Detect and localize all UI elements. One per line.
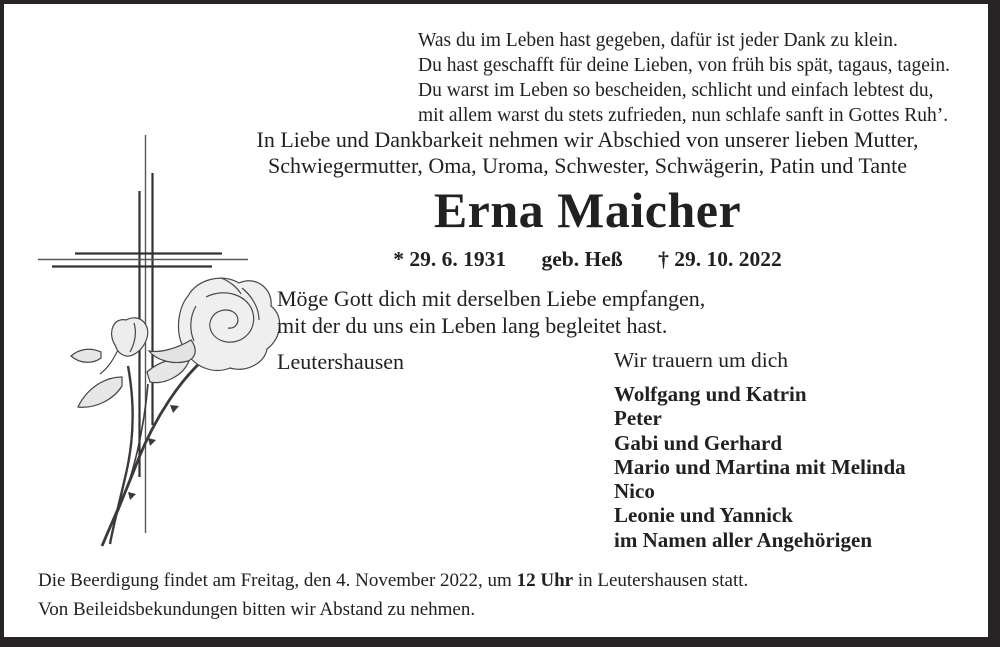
funeral-line1: [38, 567, 748, 596]
poem: [418, 28, 950, 128]
funeral-line2: Von Beileidsbekundungen bitten wir Abstand zu nehmen.: [38, 598, 476, 620]
mourners-block: [614, 348, 906, 552]
poem-line: Was du im Leben hast gegeben, dafür ist jeder Dank zu klein.: [418, 30, 898, 51]
poem-line: Du warst im Leben so bescheiden, schlicht und einfach lebtest du,: [418, 80, 934, 101]
funeral-info: [38, 567, 748, 624]
blessing-line: Möge Gott dich mit derselben Liebe empfangen,: [277, 286, 706, 311]
life-dates: [205, 247, 970, 272]
maiden-name: geb. Heß: [541, 247, 623, 271]
mourner-name: Gabi und Gerhard: [614, 430, 783, 455]
mourners-heading: Wir trauern um dich: [614, 348, 789, 372]
mourner-name: im Namen aller Angehörigen: [614, 527, 873, 552]
blessing-text: [277, 285, 705, 339]
birth-date: * 29. 6. 1931: [393, 247, 507, 271]
death-date: † 29. 10. 2022: [658, 247, 782, 271]
funeral-time: 12 Uhr: [516, 570, 574, 591]
mourner-name: Peter: [614, 406, 662, 431]
mourner-name: Nico: [614, 479, 655, 504]
intro-line: Schwiegermutter, Oma, Uroma, Schwester, Schwägerin, Patin und Tante: [267, 153, 908, 178]
intro-text: [205, 127, 970, 179]
place-name: Leutershausen: [277, 349, 405, 374]
intro-line: In Liebe und Dankbarkeit nehmen wir Abschied von unserer lieben Mutter,: [256, 127, 919, 152]
blessing-line: mit der du uns ein Leben lang begleitet hast.: [277, 313, 668, 338]
mourner-name: Mario und Martina mit Melinda: [614, 454, 906, 479]
funeral-line1-suffix: in Leutershausen statt.: [573, 570, 749, 591]
mourner-name: Leonie und Yannick: [614, 503, 793, 528]
poem-line: mit allem warst du stets zufrieden, nun schlafe sanft in Gottes Ruh’.: [418, 105, 949, 126]
funeral-line1-prefix: Die Beerdigung findet am Freitag, den 4. November 2022, um: [38, 570, 517, 591]
poem-line: Du hast geschafft für deine Lieben, von früh bis spät, tagaus, tagein.: [418, 55, 950, 76]
rose-icon: [71, 278, 280, 546]
deceased-name: Erna Maicher: [433, 182, 742, 238]
mourner-name: Wolfgang und Katrin: [614, 382, 807, 406]
